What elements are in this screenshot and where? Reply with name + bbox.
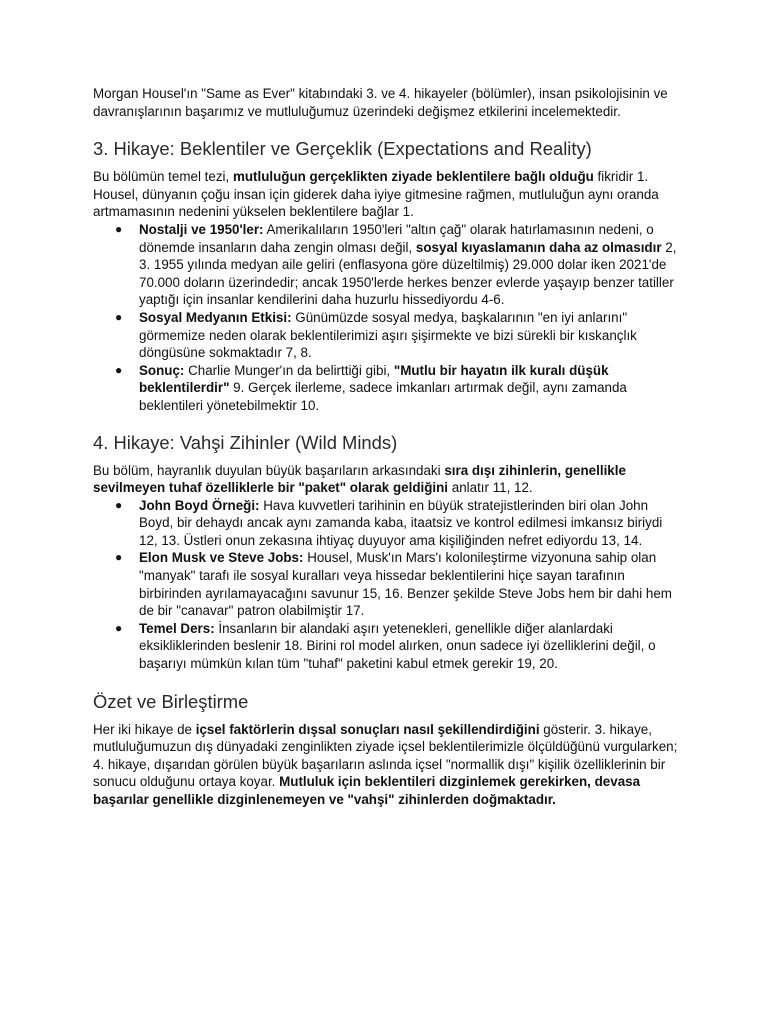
bullet-icon: ● [115,362,123,377]
text-run: gösterir. 3. hikaye, mutluluğumuzun dış dünyadaki zenginlikten ziyade içsel beklentilerimizle ölçüldüğünü vurgularken; 4. hikaye, dışarıdan görülen büyük başarıların aslında içsel "normallik dışı" kişilik özelliklerinin bir sonucu olduğunu ortaya koyar. [93,721,678,790]
document-body [93,85,683,809]
bullet-icon: ● [115,221,123,236]
bold-run: içsel faktörlerin dışsal sonuçları nasıl şekillendirdiğini [195,721,540,737]
bullet-icon: ● [115,550,123,565]
bullet-label: Nostalji ve 1950'ler: [139,221,264,237]
text-run: 2, 3. 1955 yılında medyan aile geliri (enflasyona göre düzeltilmiş) 29.000 dolar iken 2021'de 70.000 doların üzerindedir; ancak 1950'lerde herkes benzer evlerde yaşayıp benzer tatiller yaptığı için insanlar kendilerini daha huzurlu hissediyordu 4-6. [139,239,677,308]
bullet-icon: ● [115,497,123,512]
bullet-icon: ● [115,620,123,635]
list-item [93,362,683,415]
bold-run: Mutluluk için beklentileri dizginlemek gerekirken, devasa başarılar genellikle dizginlenemeyen ve "vahşi" zihinlerden doğmaktadır. [93,774,641,807]
text-run: İnsanların bir alandaki aşırı yetenekleri, genellikle diğer alanlardaki eksikliklerinden beslenir 18. Birini rol model alırken, onun sadece iyi özelliklerini değil, o başarıyı mümkün kılan tüm "tuhaf" paketini kabul etmek gerekir 19, 20. [139,620,656,672]
bold-run: sıra dışı zihinlerin, genellikle sevilmeyen tuhaf özelliklerle bir "paket" olarak geldiğini [93,462,626,496]
text-run: anlatır 11, 12. [448,480,533,496]
list-item [93,221,683,309]
list-item [93,497,683,550]
text-run: Bu bölüm, hayranlık duyulan büyük başarıların arkasındaki [93,462,445,478]
bullet-label: Sonuç: [139,362,185,378]
bullet-label: Sosyal Medyanın Etkisi: [139,309,292,325]
text-run: Amerikalıların 1950'leri "altın çağ" olarak hatırlamasının nedeni, o dönemde insanların daha zengin olması değil, [139,221,654,255]
text-run: Housel, Musk'ın Mars'ı kolonileştirme vizyonuna sahip olan "manyak" tarafı ile sosyal kuralları veya hissedar beklentilerini hiçe sayan tarafının birbirinden ayrılamayacağını savunur 15, 16. Benzer şekilde Steve Jobs hem bir dahi hem de bir "canavar" patron olabilmiştir 17. [139,550,672,619]
bold-run: "Mutlu bir hayatın ilk kuralı düşük beklentilerdir" [139,362,609,396]
section-4-bullet-list [93,497,683,673]
text-run: Günümüzde sosyal medya, başkalarının "en iyi anlarını" görmemize neden olarak beklentilerimizi aşırı şişirmekte ve bizi sürekli bir kıskançlık döngüsüne sokmaktadır 7, 8. [139,309,637,361]
bullet-label: Temel Ders: [139,620,215,636]
summary-heading: Özet ve Birleştirme [93,690,249,712]
section-4-heading: 4. Hikaye: Vahşi Zihinler (Wild Minds) [93,431,398,453]
bullet-label: Elon Musk ve Steve Jobs: [139,550,304,566]
list-item [93,309,683,362]
bold-run: mutluluğun gerçeklikten ziyade beklentilere bağlı olduğu [232,169,594,185]
section-3-paragraph [93,168,683,221]
text-run: Bu bölümün temel tezi, [93,169,233,185]
section-4-paragraph [93,462,683,497]
text-run: fikridir 1. Housel, dünyanın çoğu insan için giderek daha iyiye gitmesine rağmen, mutluluğun aynı oranda artmamasının nedenini yükselen beklentilere bağlar 1. [93,169,659,220]
text-run: Her iki hikaye de [93,721,196,737]
list-item [93,620,683,673]
section-3-bullet-list [93,221,683,415]
bullet-label: John Boyd Örneği: [139,497,260,513]
text-run: Hava kuvvetleri tarihinin en büyük stratejistlerinden biri olan John Boyd, bir dehaydı ancak aynı zamanda kaba, itaatsiz ve kontrol edilmesi imkansız biriydi 12, 13. Üstleri onun zekasına ihtiyaç duyuyor ama kişiliğinden nefret ediyordu 13, 14. [139,497,663,548]
bold-run: sosyal kıyaslamanın daha az olmasıdır [415,239,662,255]
bullet-icon: ● [115,309,123,324]
list-item [93,549,683,619]
summary-paragraph [93,721,683,809]
intro-paragraph: Morgan Housel'ın "Same as Ever" kitabındaki 3. ve 4. hikayeler (bölümler), insan psikolojisinin ve davranışlarının başarımız ve mutluluğumuz üzerindeki değişmez etkilerini incelemektedir. [93,86,668,119]
text-run: 9. Gerçek ilerleme, sadece imkanları artırmak değil, aynı zamanda beklentileri yönetebilmektir 10. [139,380,627,413]
text-run: Charlie Munger'ın da belirttiği gibi, [184,362,394,378]
section-3-heading: 3. Hikaye: Beklentiler ve Gerçeklik (Expectations and Reality) [93,138,592,160]
